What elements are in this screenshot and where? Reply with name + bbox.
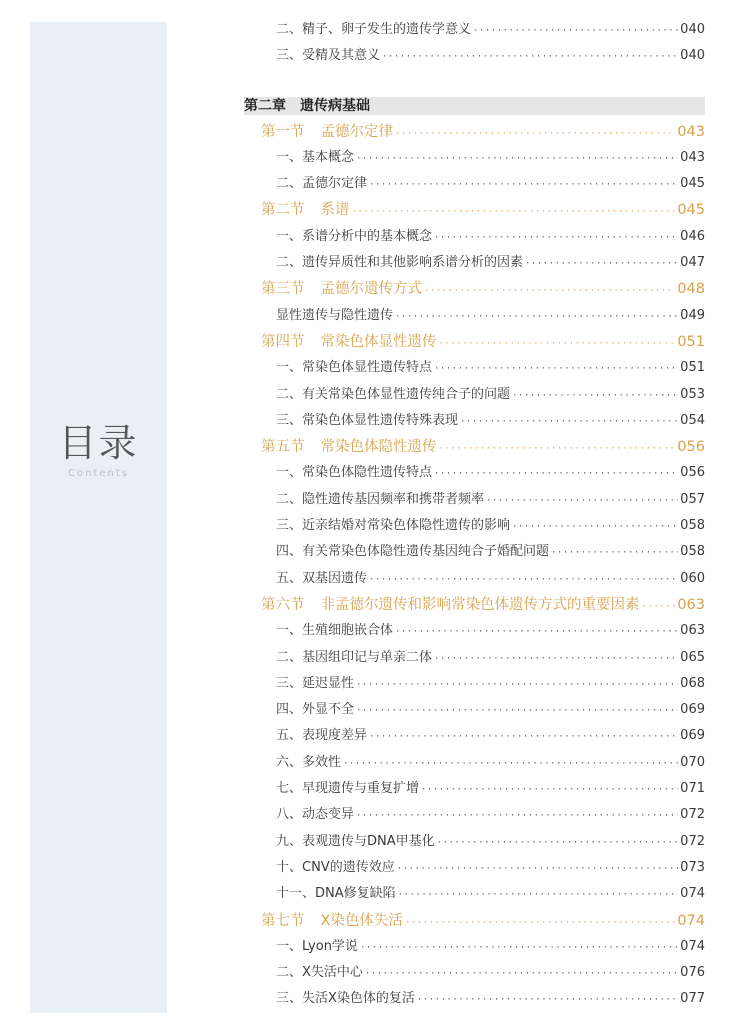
entry-title: 六、多效性 — [276, 754, 342, 770]
toc-section[interactable] — [244, 592, 705, 618]
section-number: 第四节 — [261, 333, 305, 350]
page-number: 065 — [680, 649, 705, 665]
entry-title: 五、双基因遗传 — [276, 570, 368, 586]
entry-title: 四、外显不全 — [276, 702, 355, 718]
section-heading — [261, 592, 640, 618]
entry-title: 十一、DNA修复缺陷 — [276, 886, 396, 902]
dot-leader — [343, 751, 678, 777]
dot-leader — [405, 910, 675, 936]
toc-entry[interactable] — [244, 697, 705, 723]
dot-leader — [356, 146, 678, 172]
toc-section[interactable] — [244, 329, 705, 355]
page-number: 048 — [677, 281, 705, 298]
entry-title: 三、延迟显性 — [276, 675, 355, 691]
section-heading — [261, 119, 393, 145]
section-title: 孟德尔定律 — [320, 123, 393, 140]
page-number: 072 — [680, 833, 705, 849]
entry-title: 一、常染色体显性遗传特点 — [276, 360, 433, 376]
dot-leader — [352, 199, 676, 225]
page-number: 072 — [680, 807, 705, 823]
page-number: 069 — [680, 702, 705, 718]
dot-leader — [434, 646, 678, 672]
toc-entry[interactable] — [244, 17, 705, 43]
section-title: 常染色体显性遗传 — [320, 333, 437, 350]
entry-title: 显性遗传与隐性遗传 — [276, 307, 394, 323]
toc-section[interactable] — [244, 197, 705, 223]
entry-title: 五、表现度差异 — [276, 728, 368, 744]
entry-title: 二、X失活中心 — [276, 965, 363, 981]
dot-leader — [512, 514, 678, 540]
dot-leader — [382, 44, 678, 70]
entry-title: 一、系谱分析中的基本概念 — [276, 228, 433, 244]
toc-entry[interactable] — [244, 776, 705, 802]
dot-leader — [395, 121, 675, 147]
toc-entry[interactable] — [244, 224, 705, 250]
dot-leader — [356, 803, 678, 829]
page-number: 056 — [677, 439, 705, 456]
dot-leader — [525, 251, 678, 277]
dot-leader — [512, 383, 678, 409]
entry-title: 三、受精及其意义 — [276, 48, 381, 64]
entry-title: 八、动态变异 — [276, 807, 355, 823]
page-number: 060 — [680, 570, 705, 586]
toc-entry[interactable] — [244, 250, 705, 276]
toc-entry[interactable] — [244, 408, 705, 434]
dot-leader — [397, 856, 678, 882]
page-number: 074 — [680, 938, 705, 954]
toc-entry[interactable] — [244, 855, 705, 881]
entry-title: 十、CNV的遗传效应 — [276, 859, 395, 875]
page-number: 051 — [677, 333, 705, 350]
toc-entry[interactable] — [244, 171, 705, 197]
toc-entry[interactable] — [244, 43, 705, 69]
entry-title: 二、遗传异质性和其他影响系谱分析的因素 — [276, 255, 524, 271]
section-heading — [261, 434, 437, 460]
chapter-heading[interactable] — [244, 97, 705, 115]
dot-leader — [356, 672, 678, 698]
section-title: 常染色体隐性遗传 — [320, 439, 437, 456]
toc-entry[interactable] — [244, 145, 705, 171]
page-number: 040 — [680, 22, 705, 37]
dot-leader — [398, 882, 679, 908]
dot-leader — [369, 567, 678, 593]
page-number: 068 — [680, 675, 705, 691]
toc-entry[interactable] — [244, 355, 705, 381]
toc-entry[interactable] — [244, 934, 705, 960]
sidebar-panel — [30, 22, 167, 1013]
page-number: 077 — [680, 991, 705, 1007]
toc-entry[interactable] — [244, 881, 705, 907]
toc-entry[interactable] — [244, 303, 705, 329]
page-number: 057 — [680, 491, 705, 507]
dot-leader — [417, 987, 678, 1013]
dot-leader — [395, 304, 678, 330]
section-title: X染色体失活 — [320, 912, 403, 929]
toc-entry[interactable] — [244, 618, 705, 644]
entry-title: 一、生殖细胞嵌合体 — [276, 623, 394, 639]
entry-title: 二、精子、卵子发生的遗传学意义 — [276, 22, 472, 37]
dot-leader — [356, 698, 678, 724]
page-number: 045 — [677, 202, 705, 219]
page-number: 045 — [680, 176, 705, 192]
page-number: 074 — [677, 912, 705, 929]
dot-leader — [486, 488, 678, 514]
chapter-number: 第二章 — [244, 97, 286, 114]
section-number: 第三节 — [261, 281, 305, 298]
page-number: 069 — [680, 728, 705, 744]
page-number: 056 — [680, 465, 705, 481]
section-number: 第七节 — [261, 912, 305, 929]
dot-leader — [434, 461, 678, 487]
page-number: 076 — [680, 965, 705, 981]
entry-title: 二、隐性遗传基因频率和携带者频率 — [276, 491, 485, 507]
section-heading — [261, 197, 350, 223]
page-number: 047 — [680, 255, 705, 271]
dot-leader — [434, 356, 678, 382]
entry-title: 二、有关常染色体显性遗传纯合子的问题 — [276, 386, 511, 402]
page-number: 046 — [680, 228, 705, 244]
dot-leader — [434, 225, 678, 251]
page-number: 051 — [680, 360, 705, 376]
toc-section[interactable] — [244, 276, 705, 302]
page-number: 040 — [680, 48, 705, 64]
page-number: 071 — [680, 781, 705, 797]
toc-title: 目录 — [58, 421, 139, 465]
dot-leader — [642, 594, 676, 620]
page-number: 053 — [680, 386, 705, 402]
page-number: 049 — [680, 307, 705, 323]
page-number: 058 — [680, 544, 705, 560]
dot-leader — [437, 830, 679, 856]
entry-title: 一、基本概念 — [276, 149, 355, 165]
toc-subtitle: Contents — [68, 468, 129, 479]
dot-leader — [460, 409, 678, 435]
page-number: 063 — [677, 596, 705, 613]
entry-title: 一、常染色体隐性遗传特点 — [276, 465, 433, 481]
toc-section[interactable] — [244, 119, 705, 145]
table-of-contents — [244, 17, 705, 1013]
toc-entry[interactable] — [244, 960, 705, 986]
dot-leader — [365, 961, 678, 987]
toc-entry[interactable] — [244, 671, 705, 697]
section-heading — [261, 329, 437, 355]
entry-title: 九、表观遗传与DNA甲基化 — [276, 833, 435, 849]
page-number: 054 — [680, 412, 705, 428]
section-heading — [261, 908, 403, 934]
chapter-title: 遗传病基础 — [300, 97, 370, 114]
section-number: 第一节 — [261, 123, 305, 140]
section-number: 第五节 — [261, 439, 305, 456]
section-number: 第六节 — [261, 596, 305, 613]
dot-leader — [551, 540, 678, 566]
dot-leader — [360, 935, 678, 961]
toc-entry[interactable] — [244, 750, 705, 776]
section-heading — [261, 276, 422, 302]
entry-title: 二、基因组印记与单亲二体 — [276, 649, 433, 665]
toc-entry[interactable] — [244, 645, 705, 671]
toc-entry[interactable] — [244, 513, 705, 539]
toc-entry[interactable] — [244, 566, 705, 592]
entry-title: 二、孟德尔定律 — [276, 176, 368, 192]
dot-leader — [473, 18, 678, 44]
page-number: 070 — [680, 754, 705, 770]
page-number: 058 — [680, 518, 705, 534]
dot-leader — [395, 619, 678, 645]
toc-entry[interactable] — [244, 382, 705, 408]
dot-leader — [439, 331, 676, 357]
toc-entry[interactable] — [244, 487, 705, 513]
dot-leader — [369, 724, 678, 750]
page-number: 043 — [677, 123, 705, 140]
page-number: 074 — [680, 886, 705, 902]
page-number: 063 — [680, 623, 705, 639]
toc-entry[interactable] — [244, 802, 705, 828]
entry-title: 三、失活X染色体的复活 — [276, 991, 415, 1007]
toc-entry[interactable] — [244, 460, 705, 486]
page-number: 043 — [680, 149, 705, 165]
entry-title: 七、早现遗传与重复扩增 — [276, 781, 420, 797]
toc-entry[interactable] — [244, 539, 705, 565]
page-number: 073 — [680, 859, 705, 875]
entry-title: 三、常染色体显性遗传特殊表现 — [276, 412, 459, 428]
toc-section[interactable] — [244, 908, 705, 934]
spacer — [244, 70, 705, 97]
entry-title: 一、Lyon学说 — [276, 938, 358, 954]
dot-leader — [421, 777, 678, 803]
dot-leader — [439, 436, 676, 462]
toc-entry[interactable] — [244, 829, 705, 855]
toc-section[interactable] — [244, 434, 705, 460]
toc-entry[interactable] — [244, 723, 705, 749]
section-title: 非孟德尔遗传和影响常染色体遗传方式的重要因素 — [320, 596, 640, 613]
entry-title: 四、有关常染色体隐性遗传基因纯合子婚配问题 — [276, 544, 550, 560]
toc-entry[interactable] — [244, 986, 705, 1012]
dot-leader — [424, 278, 675, 304]
dot-leader — [369, 172, 678, 198]
entry-title: 三、近亲结婚对常染色体隐性遗传的影响 — [276, 518, 511, 534]
section-title: 系谱 — [320, 202, 350, 219]
section-title: 孟德尔遗传方式 — [320, 281, 422, 298]
section-number: 第二节 — [261, 202, 305, 219]
